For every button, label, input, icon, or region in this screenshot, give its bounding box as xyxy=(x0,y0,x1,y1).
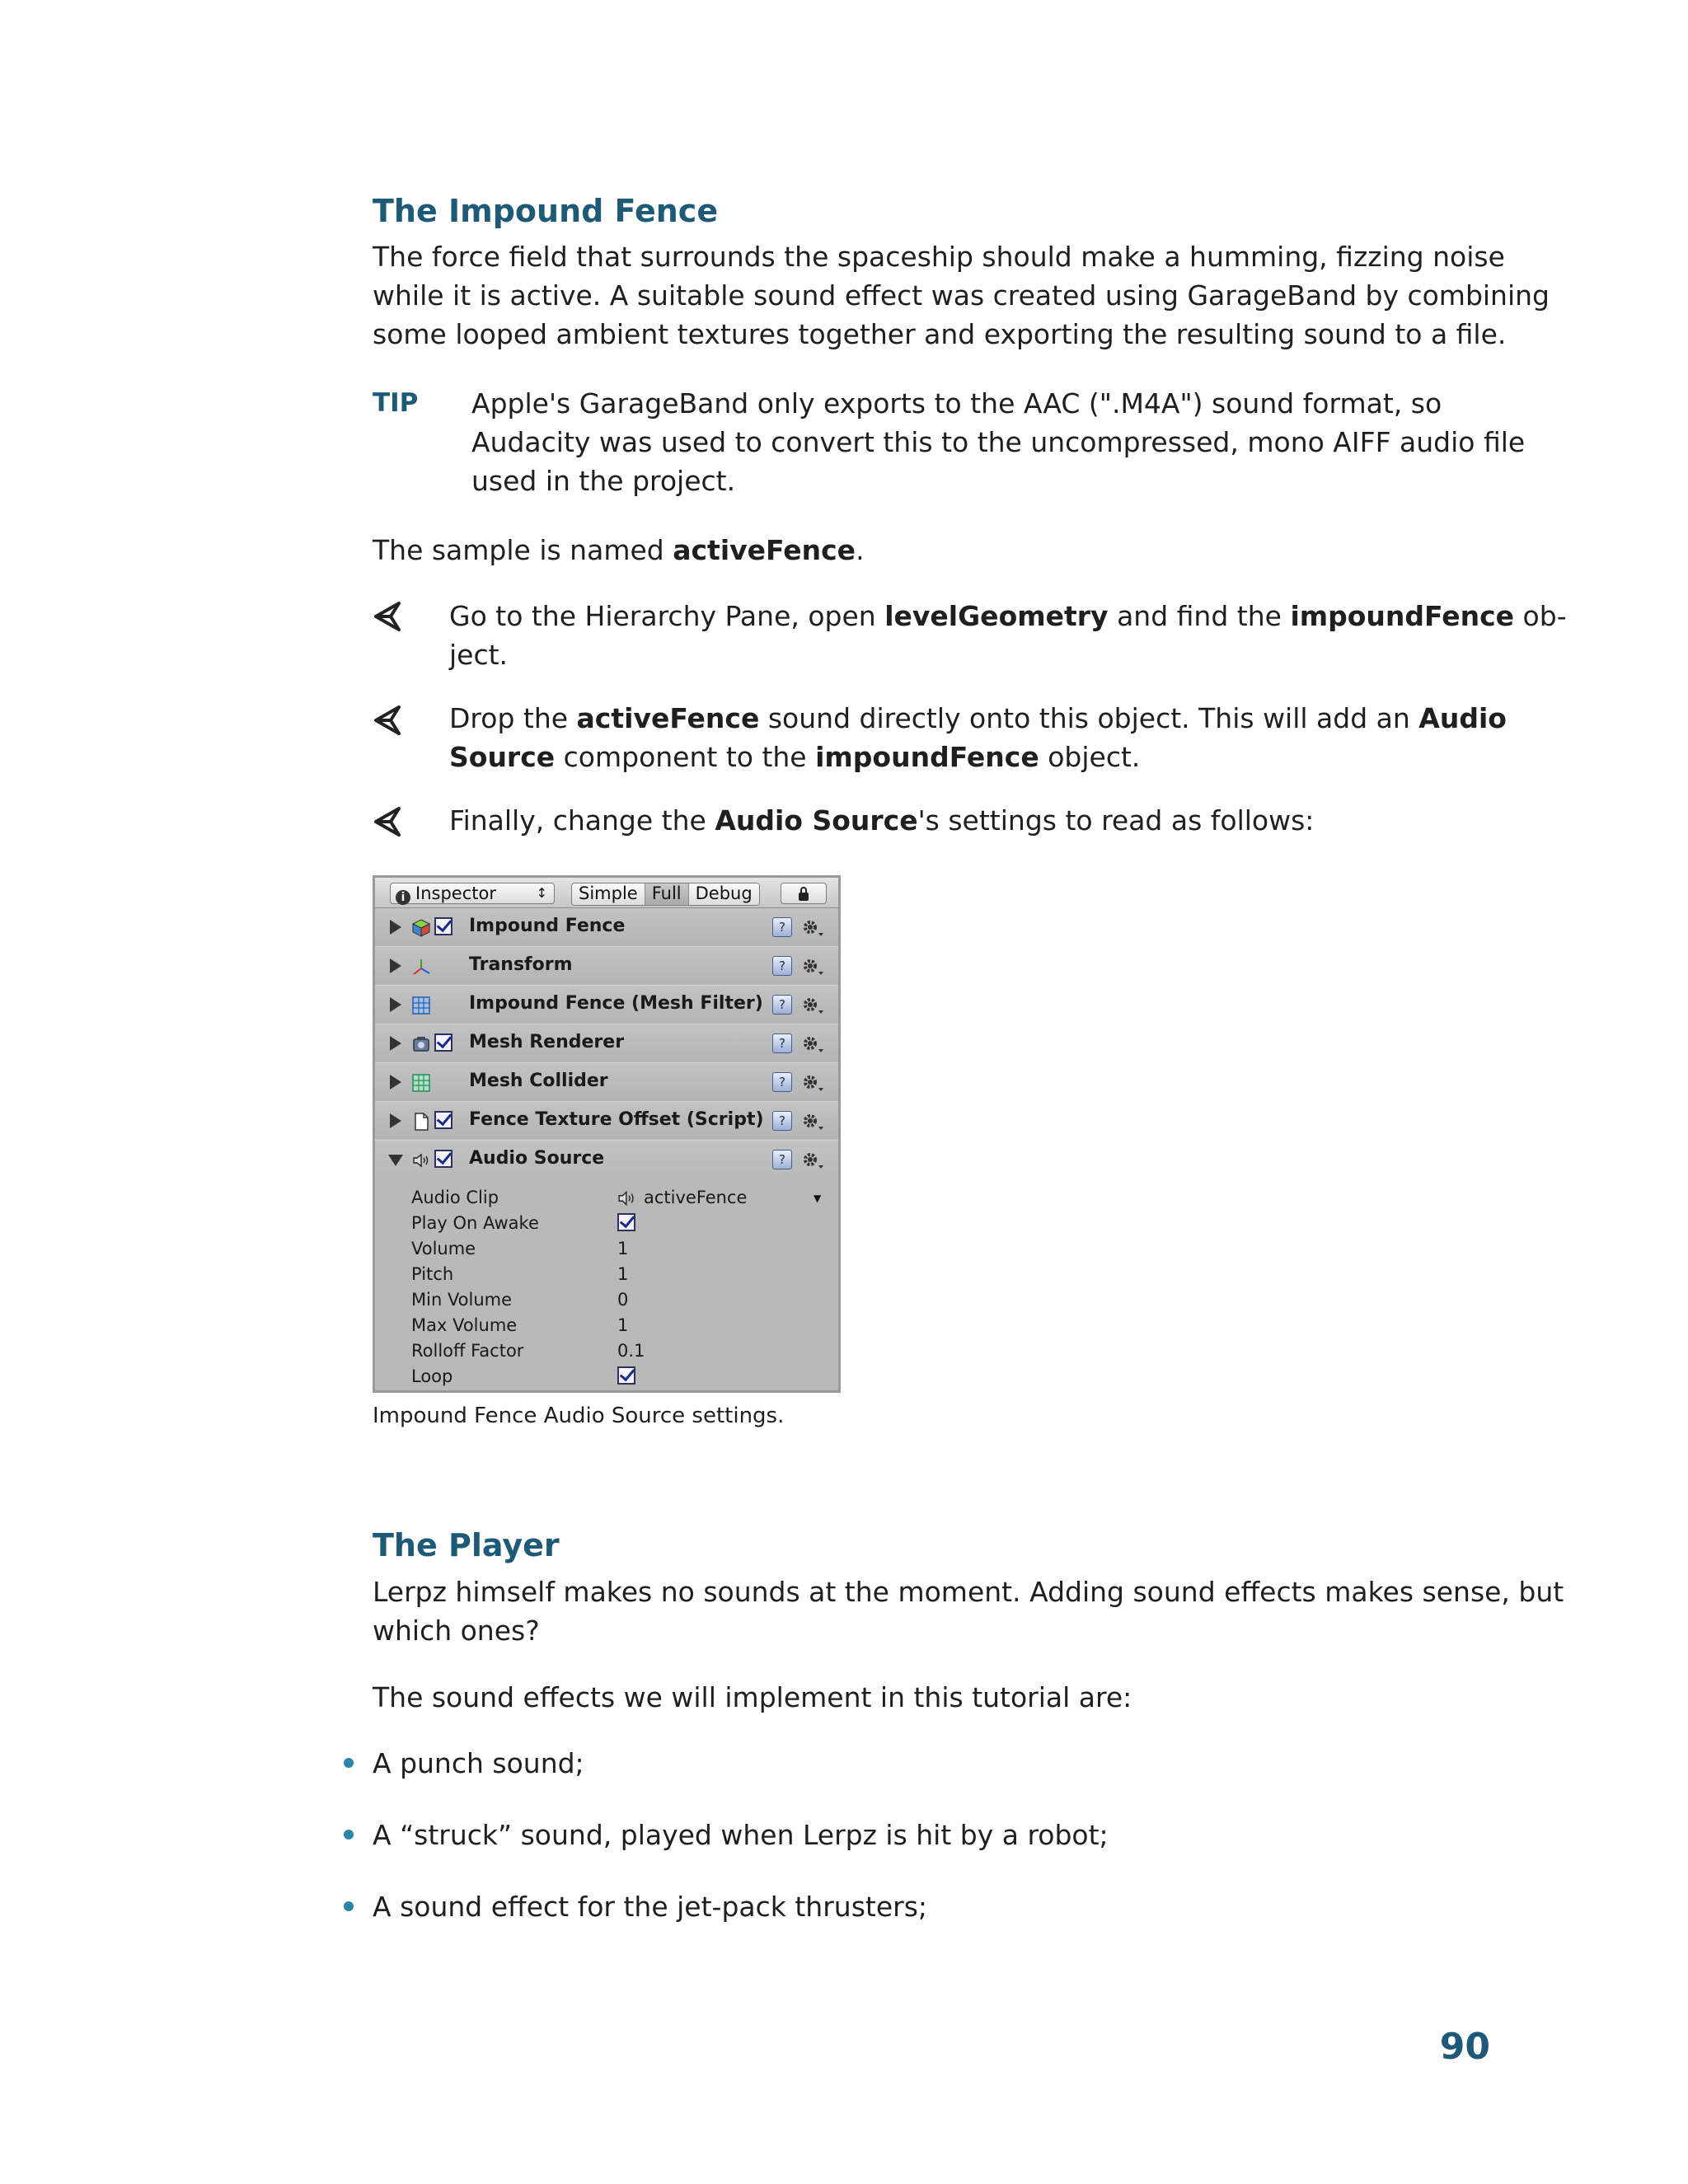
mesh-icon xyxy=(411,996,431,1015)
component-label: Fence Texture Offset (Script) xyxy=(469,1109,764,1130)
enabled-checkbox[interactable] xyxy=(434,1111,452,1129)
step-2-part: sound directly onto this object. This will add an xyxy=(759,702,1419,734)
intro-line-1: The force field that surrounds the spaceship should make a humming, fizzing noise xyxy=(373,241,1505,273)
mode-simple-button[interactable]: Simple xyxy=(572,883,645,905)
step-1-part: Go to the Hierarchy Pane, open xyxy=(449,600,885,632)
max-volume-field[interactable]: 1 xyxy=(617,1315,629,1335)
component-row-audio-source[interactable] xyxy=(375,1141,838,1179)
player-intro-line-2: which ones? xyxy=(373,1615,540,1647)
component-label: Impound Fence xyxy=(469,916,626,936)
sample-text: The sample is named xyxy=(373,534,673,566)
help-icon[interactable]: ? xyxy=(772,917,792,937)
audio-term: Audio xyxy=(1418,702,1507,734)
prop-label-volume: Volume xyxy=(411,1239,476,1258)
page-number: 90 xyxy=(1439,2026,1490,2068)
impound-fence-term: impoundFence xyxy=(815,741,1039,773)
inspector-toolbar xyxy=(375,878,838,908)
unity-step-icon xyxy=(371,702,407,738)
section-heading-impound-fence: The Impound Fence xyxy=(373,193,719,229)
intro-line-2: while it is active. A suitable sound effect was created using GarageBand by combining xyxy=(373,279,1550,312)
help-icon[interactable]: ? xyxy=(772,1111,792,1131)
step-2-part: component to the xyxy=(555,741,816,773)
bullet-item: A punch sound; xyxy=(373,1747,584,1779)
sample-name-paragraph xyxy=(373,531,865,569)
component-label: Mesh Renderer xyxy=(469,1032,625,1052)
step-2-text xyxy=(449,699,1507,776)
enabled-checkbox[interactable] xyxy=(434,1150,452,1168)
cube-icon xyxy=(411,918,431,938)
inspector-panel xyxy=(373,875,841,1393)
expand-triangle-icon[interactable] xyxy=(390,1036,401,1051)
expand-triangle-icon[interactable] xyxy=(390,958,401,973)
player-intro-paragraph xyxy=(373,1572,1564,1650)
step-2-part: Drop the xyxy=(449,702,577,734)
loop-checkbox[interactable] xyxy=(617,1366,635,1385)
lock-button[interactable] xyxy=(781,883,827,904)
unity-step-icon xyxy=(371,804,407,840)
unity-step-icon xyxy=(371,598,407,635)
help-icon[interactable]: ? xyxy=(772,1033,792,1053)
prop-label-pitch: Pitch xyxy=(411,1264,454,1284)
prop-label-min-volume: Min Volume xyxy=(411,1290,513,1310)
intro-line-3: some looped ambient textures together and exporting the resulting sound to a file. xyxy=(373,318,1507,350)
expand-triangle-icon[interactable] xyxy=(390,1075,401,1090)
collider-icon xyxy=(411,1073,431,1093)
bullet-dot xyxy=(344,1901,354,1911)
prop-label-audio-clip: Audio Clip xyxy=(411,1188,499,1207)
enabled-checkbox[interactable] xyxy=(434,917,452,935)
help-icon[interactable]: ? xyxy=(772,1072,792,1092)
inspector-dropdown[interactable] xyxy=(390,883,555,904)
gear-icon[interactable] xyxy=(800,1149,825,1172)
collapse-triangle-icon[interactable] xyxy=(388,1155,403,1166)
expand-triangle-icon[interactable] xyxy=(390,997,401,1012)
tip-line-3: used in the project. xyxy=(471,465,736,497)
step-3-part: 's settings to read as follows: xyxy=(917,804,1315,837)
gear-icon[interactable] xyxy=(800,1071,825,1094)
step-1-part: ob- xyxy=(1514,600,1567,632)
audio-source-term: Audio Source xyxy=(715,804,918,837)
audio-clip-field[interactable]: activeFence xyxy=(644,1188,748,1207)
intro-paragraph xyxy=(373,237,1550,354)
tip-line-2: Audacity was used to convert this to the uncompressed, mono AIFF audio file xyxy=(471,426,1526,458)
step-3-part: Finally, change the xyxy=(449,804,715,837)
prop-label-max-volume: Max Volume xyxy=(411,1315,518,1335)
play-on-awake-checkbox[interactable] xyxy=(617,1213,635,1231)
component-row-impound-fence[interactable] xyxy=(375,908,838,947)
tip-line-1: Apple's GarageBand only exports to the AAC (".M4A") sound format, so xyxy=(471,387,1442,419)
impound-fence-term: impoundFence xyxy=(1290,600,1515,632)
inspector-tab-label: Inspector xyxy=(415,883,496,903)
gear-icon[interactable] xyxy=(800,916,825,940)
active-fence-term: activeFence xyxy=(576,702,760,734)
component-label: Transform xyxy=(469,954,573,975)
bullet-item: A sound effect for the jet-pack thrusters; xyxy=(373,1891,928,1923)
mode-full-button[interactable]: Full xyxy=(645,883,689,905)
pitch-field[interactable]: 1 xyxy=(617,1264,629,1284)
tip-text xyxy=(471,384,1525,500)
bullet-dot xyxy=(344,1758,354,1768)
component-label: Impound Fence (Mesh Filter) xyxy=(469,993,763,1014)
dropdown-arrow-icon[interactable]: ▼ xyxy=(814,1193,822,1204)
prop-label-rolloff-factor: Rolloff Factor xyxy=(411,1341,524,1361)
component-row-mesh-collider[interactable] xyxy=(375,1063,838,1102)
component-label: Mesh Collider xyxy=(469,1071,608,1091)
sample-name: activeFence xyxy=(673,534,856,566)
help-icon[interactable]: ? xyxy=(772,995,792,1015)
step-1-part: and find the xyxy=(1108,600,1291,632)
component-row-mesh-filter[interactable] xyxy=(375,986,838,1024)
bullet-dot xyxy=(344,1830,354,1840)
gear-icon[interactable] xyxy=(800,994,825,1017)
audio-clip-icon xyxy=(617,1189,639,1207)
inspector-mode-switch xyxy=(571,883,760,906)
component-row-mesh-renderer[interactable] xyxy=(375,1024,838,1063)
expand-triangle-icon[interactable] xyxy=(390,1113,401,1128)
sound-effects-lead: The sound effects we will implement in this tutorial are: xyxy=(373,1681,1132,1713)
prop-label-play-on-awake: Play On Awake xyxy=(411,1213,539,1233)
mode-debug-button[interactable]: Debug xyxy=(689,883,759,905)
gear-icon[interactable] xyxy=(800,955,825,978)
figure-caption: Impound Fence Audio Source settings. xyxy=(373,1404,785,1428)
step-1-text xyxy=(449,597,1567,674)
gear-icon[interactable] xyxy=(800,1033,825,1056)
component-label: Audio Source xyxy=(469,1148,605,1169)
bullet-item: A “struck” sound, played when Lerpz is hit by a robot; xyxy=(373,1819,1109,1851)
step-3-text xyxy=(449,801,1314,840)
help-icon[interactable]: ? xyxy=(772,956,792,976)
info-icon: i xyxy=(396,890,410,905)
player-intro-line-1: Lerpz himself makes no sounds at the moment. Adding sound effects makes sense, but xyxy=(373,1576,1564,1608)
help-icon[interactable]: ? xyxy=(772,1150,792,1169)
renderer-icon xyxy=(411,1034,431,1054)
source-term: Source xyxy=(449,741,556,773)
level-geometry-term: levelGeometry xyxy=(884,600,1109,632)
min-volume-field[interactable]: 0 xyxy=(617,1290,629,1310)
section-heading-the-player: The Player xyxy=(373,1527,560,1563)
gear-icon[interactable] xyxy=(800,1110,825,1133)
sample-period: . xyxy=(856,534,865,566)
enabled-checkbox[interactable] xyxy=(434,1033,452,1052)
expand-triangle-icon[interactable] xyxy=(390,920,401,935)
rolloff-factor-field[interactable]: 0.1 xyxy=(617,1341,645,1361)
script-icon xyxy=(411,1112,431,1132)
step-1-part: ject. xyxy=(449,639,509,671)
updown-arrows-icon: ↕ xyxy=(536,885,547,901)
tip-label: TIP xyxy=(373,388,419,418)
step-2-part: object. xyxy=(1039,741,1141,773)
component-row-transform[interactable] xyxy=(375,947,838,986)
lock-icon xyxy=(799,893,809,901)
speaker-icon xyxy=(411,1151,431,1170)
component-row-fence-texture-offset[interactable] xyxy=(375,1102,838,1141)
prop-label-loop: Loop xyxy=(411,1366,453,1386)
axes-icon xyxy=(411,957,431,977)
volume-field[interactable]: 1 xyxy=(617,1239,629,1258)
